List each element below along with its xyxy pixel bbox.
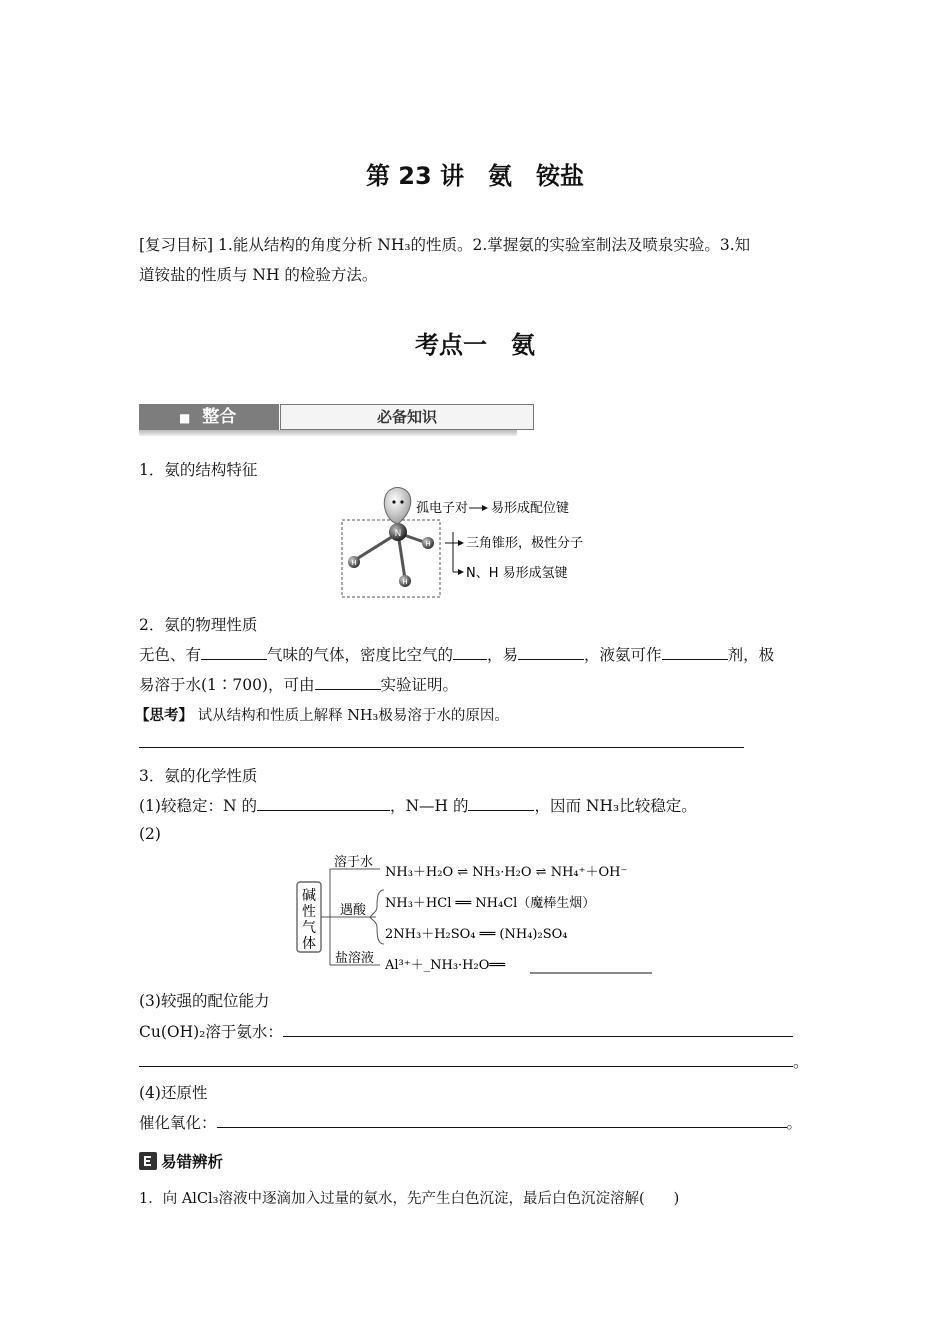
s3-p1: (1)较稳定：N 的 ，N—H 的 ，因而 NH₃比较稳定。 [139,797,697,815]
s2-line-2: 易溶于水(1∶700)，可由 实验证明。 [139,676,459,694]
lone-pair-lobe [384,488,411,524]
branch-dissolve-in-water: 溶于水 [334,855,374,870]
s2-heading: 2．氨的物理性质 [139,616,258,634]
review-text-1: 1.能从结构的角度分析 NH₃的性质。2.掌握氨的实验室制法及喷泉实验。3.知 [218,236,751,254]
equation-water: NH₃＋H₂O ⇌ NH₃·H₂O ⇌ NH₄⁺＋OH⁻ [385,865,628,880]
section-header [139,404,517,436]
error-question-1: 1．向 AlCl₃溶液中逐滴加入过量的氨水，先产生白色沉淀，最后白色沉淀溶解( ) [139,1191,680,1207]
label-lone-pair: 孤电子对 [416,501,469,516]
square-bullet-icon: ■ [179,411,191,425]
blank[interactable] [201,645,267,660]
cu-line-2: 。 [139,1050,809,1072]
review-label: [复习目标] [139,236,214,254]
topic-title: 考点一 氨 [415,331,535,359]
label-coordinate-bond: 易形成配位键 [491,501,570,516]
equation-al: Al³⁺＋_NH₃·H₂O══ [385,958,506,973]
review-line-2: 道铵盐的性质与 NH 的检验方法。 [139,266,378,284]
branch-salt-solution: 盐溶液 [335,951,375,966]
blank[interactable] [315,675,381,690]
s3-p3: (3)较强的配位能力 [139,992,270,1010]
hydrogen-label: H [351,559,357,567]
svg-text:碱: 碱 [302,888,316,904]
ammonia-structure-diagram [335,482,625,602]
section-header-dark: ■ 整合 [139,404,279,430]
label-trigonal-pyramid: 三角锥形，极性分子 [466,536,584,551]
blank[interactable] [283,1022,793,1037]
error-analysis-title: 易错辨析 [161,1153,224,1171]
answer-line[interactable] [139,747,744,748]
think-text: 试从结构和性质上解释 NH₃极易溶于水的原因。 [197,708,509,724]
think-label: 【思考】 [135,708,193,724]
equation-hcl: NH₃＋HCl ══ NH₄Cl（魔棒生烟） [385,896,596,911]
hydrogen-label: H [402,578,408,586]
blank[interactable] [453,645,487,660]
catalytic-line: 催化氧化： 。 [139,1114,803,1132]
s3-p4: (4)还原性 [139,1084,208,1102]
s2-line-1: 无色、有 气味的气体，密度比空气的 ，易 ，液氨可作 剂，极 [139,646,775,664]
error-analysis-icon [139,1152,157,1170]
chemical-properties-diagram [292,852,662,980]
section-header-shadow [139,430,517,436]
blank[interactable] [217,1113,787,1128]
label-hydrogen-bond: N、H 易形成氢键 [466,566,568,581]
cu-line: Cu(OH)₂溶于氨水： [139,1020,793,1042]
s1-heading: 1．氨的结构特征 [139,461,258,479]
svg-text:性: 性 [302,904,316,920]
think-line [135,704,509,725]
svg-text:体: 体 [302,936,316,952]
blank[interactable] [139,1052,793,1067]
section-header-light: 必备知识 [280,404,534,430]
equation-h2so4: 2NH₃＋H₂SO₄ ══ (NH₄)₂SO₄ [385,927,568,942]
branch-acid: 遇酸 [340,903,367,918]
review-line-1 [139,233,750,255]
nitrogen-label: N [394,529,402,539]
lecture-title: 第 23 讲 氨 铵盐 [365,162,585,190]
s3-heading: 3．氨的化学性质 [139,767,258,785]
s3-p2: (2) [139,825,161,843]
blank[interactable] [518,645,584,660]
hydrogen-label: H [425,540,431,548]
blank[interactable] [257,796,390,811]
blank[interactable] [662,645,728,660]
blank[interactable] [468,796,534,811]
svg-text:气: 气 [302,920,316,936]
